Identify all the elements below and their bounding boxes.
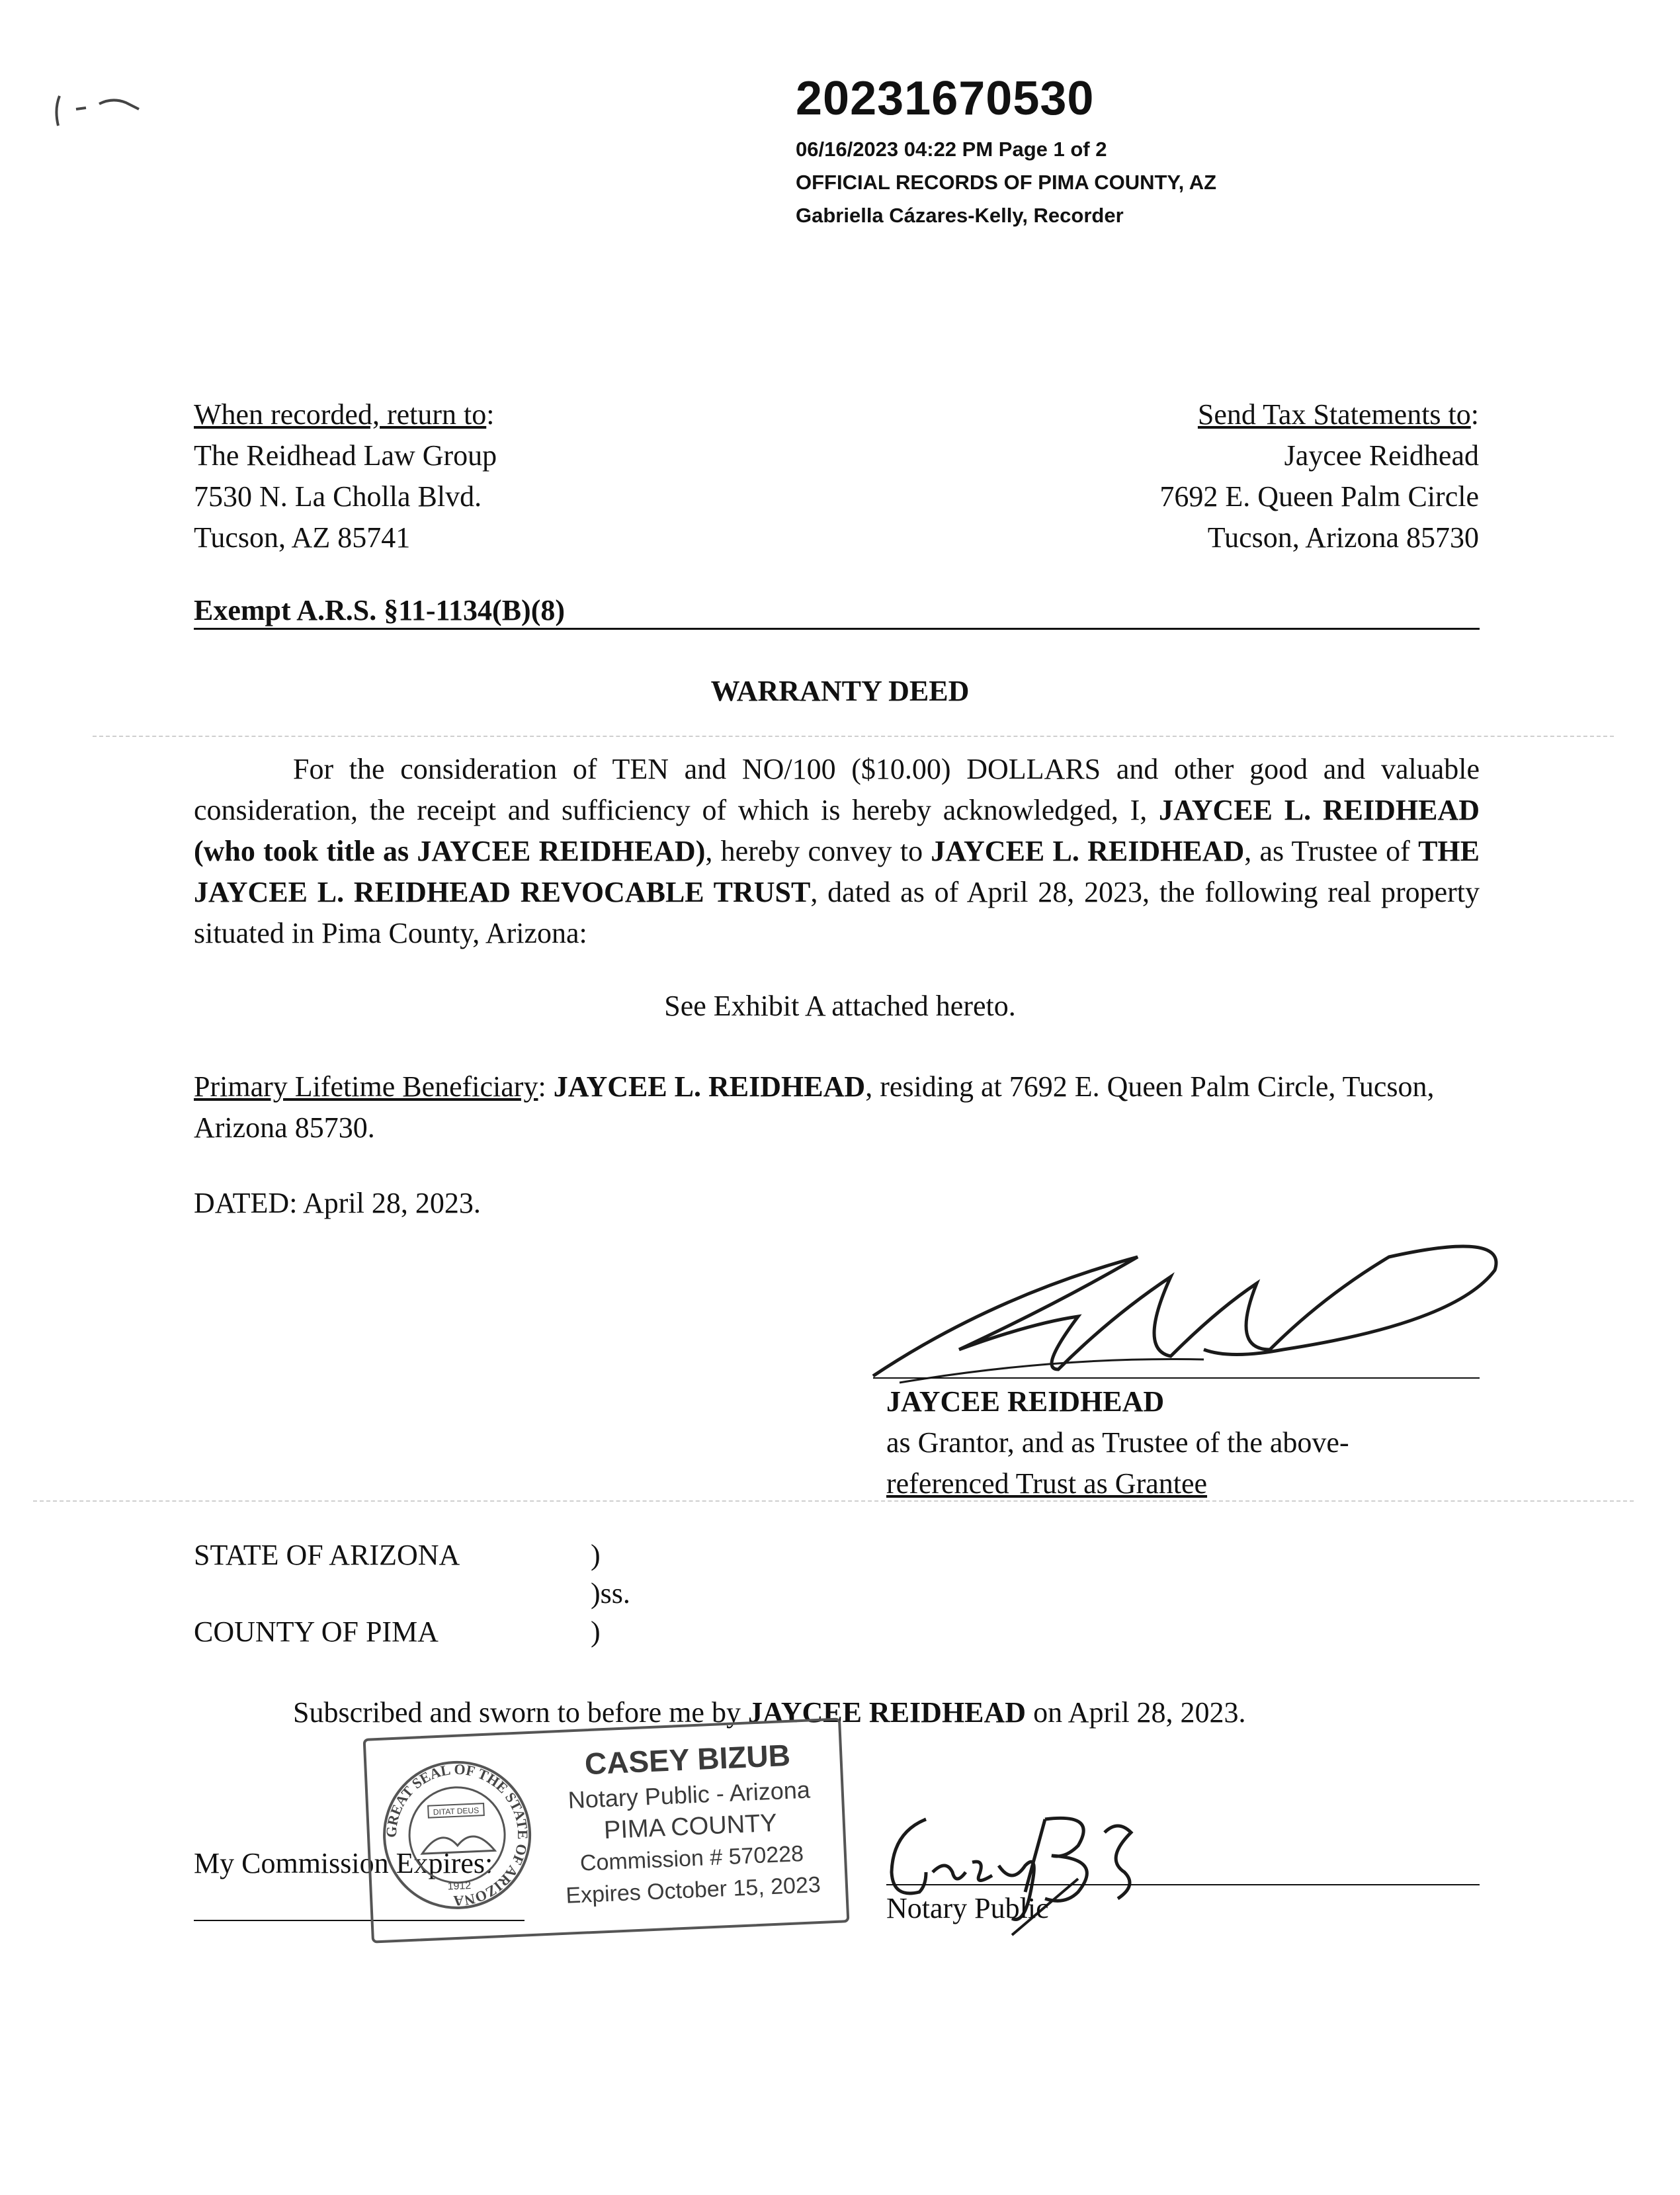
commission-expires-label: My Commission Expires: bbox=[194, 1847, 493, 1879]
stamp-expiration: Expires October 15, 2023 bbox=[565, 1872, 821, 1909]
return-to-line: The Reidhead Law Group bbox=[194, 439, 497, 472]
tax-statements-colon: : bbox=[1470, 398, 1479, 431]
consideration-text: For the consideration of TEN and NO/100 ($10.00) DOLLARS and other good and valuable consideration, the receipt and sufficiency of which is hereby acknowledged, I, bbox=[194, 753, 1480, 826]
grantor-capacity: as Grantor, and as Trustee of the above- bbox=[886, 1426, 1349, 1459]
recording-number: 20231670530 bbox=[796, 72, 1095, 125]
beneficiary-paragraph bbox=[194, 1066, 1480, 1148]
return-to-line: 7530 N. La Cholla Blvd. bbox=[194, 480, 482, 513]
consideration-text: , as Trustee of bbox=[1244, 835, 1419, 867]
venue-paren: ) bbox=[591, 1615, 601, 1648]
return-to-heading bbox=[194, 394, 497, 435]
stamp-county: PIMA COUNTY bbox=[603, 1809, 778, 1845]
jurat-name: JAYCEE REIDHEAD bbox=[747, 1696, 1027, 1729]
stamp-commission-number: Commission # 570228 bbox=[579, 1841, 804, 1876]
exempt-statute: Exempt A.R.S. §11-1134(B)(8) bbox=[194, 594, 565, 626]
recorder-name: Gabriella Cázares-Kelly, Recorder bbox=[796, 204, 1124, 227]
seal-year: 1912 bbox=[447, 1879, 472, 1893]
return-to-heading-text: When recorded, return to bbox=[194, 398, 487, 431]
recording-office: OFFICIAL RECORDS OF PIMA COUNTY, AZ bbox=[796, 171, 1217, 194]
trust-name: THE JAYCEE L. REIDHEAD REVOCABLE TRUST bbox=[194, 835, 1480, 908]
jurat-text: Subscribed and sworn to before me by bbox=[293, 1696, 748, 1729]
consideration-paragraph bbox=[194, 749, 1480, 954]
recording-datetime: 06/16/2023 04:22 PM Page 1 of 2 bbox=[796, 138, 1107, 161]
beneficiary-name: JAYCEE L. REIDHEAD bbox=[553, 1070, 866, 1103]
venue-state: STATE OF ARIZONA bbox=[194, 1539, 460, 1571]
seal-motto: DITAT DEUS bbox=[433, 1805, 480, 1817]
venue-paren: ) bbox=[591, 1539, 601, 1571]
consideration-text: , dated as of April 28, 2023, the following real property situated in Pima County, Arizona: bbox=[194, 876, 1480, 949]
beneficiary-label: Primary Lifetime Beneficiary bbox=[194, 1070, 538, 1103]
notary-signature-line bbox=[886, 1884, 1480, 1885]
return-to-line: Tucson, AZ 85741 bbox=[194, 521, 411, 554]
beneficiary-address: , residing at 7692 E. Queen Palm Circle, Tucson, Arizona 85730. bbox=[194, 1070, 1435, 1144]
document-title: WARRANTY DEED bbox=[710, 675, 970, 707]
grantor-name: JAYCEE L. REIDHEAD (who took title as JAYCEE REIDHEAD) bbox=[194, 794, 1480, 867]
stamp-notary-name: CASEY BIZUB bbox=[583, 1737, 791, 1782]
return-to-block bbox=[194, 394, 497, 558]
state-seal bbox=[378, 1756, 536, 1914]
venue-county: COUNTY OF PIMA bbox=[194, 1615, 439, 1648]
consideration-text: , hereby convey to bbox=[705, 835, 931, 867]
grantor-capacity: referenced Trust as Grantee bbox=[886, 1467, 1208, 1500]
scan-noise-line bbox=[93, 736, 1614, 737]
exempt-rule bbox=[194, 628, 1480, 630]
dated-line: DATED: April 28, 2023. bbox=[194, 1187, 481, 1219]
grantee-name: JAYCEE L. REIDHEAD bbox=[931, 835, 1245, 867]
beneficiary-colon: : bbox=[538, 1070, 554, 1103]
tax-statements-line: 7692 E. Queen Palm Circle bbox=[1159, 480, 1479, 513]
exhibit-reference: See Exhibit A attached hereto. bbox=[664, 990, 1016, 1022]
grantor-block bbox=[886, 1381, 1349, 1504]
return-to-colon: : bbox=[486, 398, 495, 431]
tax-statements-heading bbox=[1159, 394, 1479, 435]
grantor-signature-name: JAYCEE REIDHEAD bbox=[886, 1385, 1165, 1418]
scan-noise-line bbox=[33, 1500, 1634, 1502]
venue-ss: )ss. bbox=[591, 1577, 630, 1610]
tax-statements-heading-text: Send Tax Statements to bbox=[1197, 398, 1471, 431]
tax-statements-line: Jaycee Reidhead bbox=[1284, 439, 1479, 472]
stamp-title: Notary Public - Arizona bbox=[567, 1776, 811, 1814]
scan-mark bbox=[40, 89, 159, 136]
grantor-signature-line bbox=[873, 1377, 1480, 1379]
jurat-text: on April 28, 2023. bbox=[1026, 1696, 1246, 1729]
tax-statements-block bbox=[1159, 394, 1479, 558]
tax-statements-line: Tucson, Arizona 85730 bbox=[1207, 521, 1479, 554]
notary-stamp bbox=[363, 1717, 850, 1943]
seal-text: GREAT SEAL OF THE STATE OF ARIZONA bbox=[382, 1760, 532, 1909]
notary-public-label: Notary Public bbox=[886, 1892, 1049, 1924]
